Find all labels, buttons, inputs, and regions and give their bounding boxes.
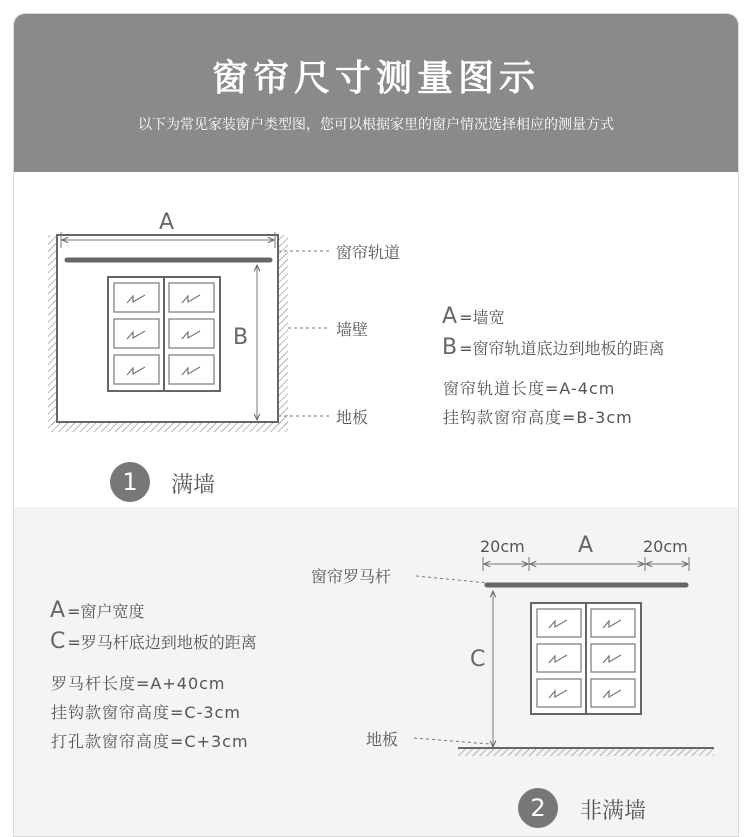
formula-hook-height: 挂钩款窗帘高度=C-3cm	[51, 703, 241, 722]
def-a: A =窗户宽度	[50, 598, 145, 623]
label-rod: 窗帘罗马杆	[311, 567, 392, 586]
badge-2: 2	[518, 788, 558, 828]
page-title: 窗帘尺寸测量图示	[211, 57, 540, 99]
right-wall-hatch	[278, 235, 288, 425]
caption-full-wall: 满墙	[171, 473, 216, 498]
formula-punch-height: 打孔款窗帘高度=C+3cm	[51, 732, 249, 751]
formula-rod-length: 罗马杆长度=A+40cm	[51, 674, 226, 693]
dim-b-label: B	[233, 325, 249, 350]
dim-right-label: 20cm	[643, 537, 688, 556]
floor-hatch	[458, 749, 714, 756]
leader-floor	[414, 738, 490, 744]
badge-1: 1	[110, 462, 150, 502]
section-non-full-wall	[14, 507, 738, 836]
formula-rail-length: 窗帘轨道长度=A-4cm	[443, 379, 616, 398]
def-b: B =窗帘轨道底边到地板的距离	[442, 335, 665, 360]
label-rail: 窗帘轨道	[336, 243, 401, 262]
def-a: A =墙宽	[442, 304, 505, 329]
page-subtitle: 以下为常见家装窗户类型图，您可以根据家里的窗户情况选择相应的测量方式	[138, 117, 614, 133]
dim-a-label: A	[578, 533, 594, 558]
floor-hatch	[48, 422, 288, 432]
label-floor: 地板	[366, 730, 399, 749]
label-wall: 墙壁	[336, 320, 369, 339]
caption-non-full-wall: 非满墙	[580, 799, 647, 824]
dim-a-label: A	[159, 210, 175, 235]
label-floor: 地板	[336, 408, 369, 427]
def-c: C =罗马杆底边到地板的距离	[50, 629, 257, 654]
dim-c-label: C	[470, 647, 486, 672]
dim-left-label: 20cm	[480, 537, 525, 556]
header	[14, 14, 738, 172]
measurement-card	[13, 13, 739, 837]
section-full-wall	[14, 172, 738, 507]
leader-rod	[416, 576, 488, 583]
formula-hook-height: 挂钩款窗帘高度=B-3cm	[443, 408, 633, 427]
